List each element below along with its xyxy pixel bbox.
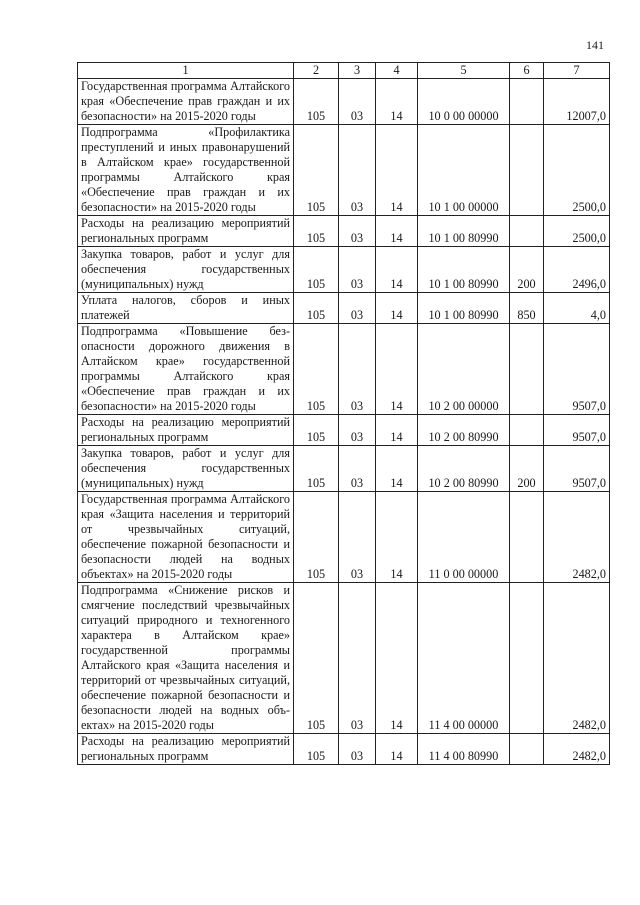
column-header: 5 <box>418 63 510 79</box>
row-admin-code-cell: 105 <box>294 446 339 492</box>
row-subsection-cell: 14 <box>376 125 418 216</box>
row-section-cell: 03 <box>339 492 376 583</box>
table-row <box>78 79 610 125</box>
row-section-cell: 03 <box>339 415 376 446</box>
row-name-cell: Государственная программа Алтайского края «Защита населения и территорий от чрезвычайных ситуаций, обеспечение пожарной безопасности и безопасности людей на водных объектах» на 2015-2020 годы <box>78 492 294 583</box>
row-section-cell: 03 <box>339 583 376 734</box>
column-header: 1 <box>78 63 294 79</box>
table-row <box>78 492 610 583</box>
row-target-code-cell: 10 2 00 00000 <box>418 324 510 415</box>
row-name-cell: Закупка товаров, работ и услуг для обеспечения государственных (муниципальных) нужд <box>78 247 294 293</box>
table-row <box>78 446 610 492</box>
row-amount-cell: 2482,0 <box>544 583 610 734</box>
row-section-cell: 03 <box>339 734 376 765</box>
row-section-cell: 03 <box>339 293 376 324</box>
row-amount-cell: 2500,0 <box>544 125 610 216</box>
row-section-cell: 03 <box>339 79 376 125</box>
row-amount-cell: 4,0 <box>544 293 610 324</box>
row-expense-type-cell: 200 <box>510 446 544 492</box>
row-name-cell: Государственная программа Алтайского края «Обеспечение прав граждан и их безопасности» на 2015-2020 годы <box>78 79 294 125</box>
row-expense-type-cell <box>510 734 544 765</box>
column-header: 2 <box>294 63 339 79</box>
table-row <box>78 324 610 415</box>
row-expense-type-cell <box>510 415 544 446</box>
row-expense-type-cell: 200 <box>510 247 544 293</box>
table-row <box>78 216 610 247</box>
row-expense-type-cell <box>510 492 544 583</box>
row-subsection-cell: 14 <box>376 734 418 765</box>
row-admin-code-cell: 105 <box>294 79 339 125</box>
row-target-code-cell: 10 1 00 00000 <box>418 125 510 216</box>
row-amount-cell: 9507,0 <box>544 446 610 492</box>
row-amount-cell: 2496,0 <box>544 247 610 293</box>
table-row <box>78 293 610 324</box>
page-number: 141 <box>586 38 604 52</box>
row-subsection-cell: 14 <box>376 79 418 125</box>
row-section-cell: 03 <box>339 324 376 415</box>
row-target-code-cell: 10 1 00 80990 <box>418 247 510 293</box>
row-subsection-cell: 14 <box>376 492 418 583</box>
row-admin-code-cell: 105 <box>294 216 339 247</box>
row-expense-type-cell <box>510 583 544 734</box>
table-header-row <box>78 63 610 79</box>
table-row <box>78 125 610 216</box>
row-expense-type-cell: 850 <box>510 293 544 324</box>
table-body <box>78 79 610 765</box>
row-name-cell: Подпрограмма «Снижение рисков и смягчение последствий чрезвычайных ситуаций природного и техногенного характера в Алтайском крае» государственной программы Алтайского края «Защита населения и территорий от чрезвычайных ситуаций, обеспечение пожарной безопасности и безопасности людей на водных объектах» на 2015-2020 годы <box>78 583 294 734</box>
row-expense-type-cell <box>510 216 544 247</box>
row-admin-code-cell: 105 <box>294 293 339 324</box>
row-amount-cell: 9507,0 <box>544 324 610 415</box>
row-admin-code-cell: 105 <box>294 583 339 734</box>
row-amount-cell: 2482,0 <box>544 734 610 765</box>
row-target-code-cell: 11 4 00 00000 <box>418 583 510 734</box>
row-subsection-cell: 14 <box>376 247 418 293</box>
row-subsection-cell: 14 <box>376 216 418 247</box>
row-name-cell: Закупка товаров, работ и услуг для обеспечения государственных (муниципальных) нужд <box>78 446 294 492</box>
row-target-code-cell: 11 0 00 00000 <box>418 492 510 583</box>
row-target-code-cell: 10 2 00 80990 <box>418 415 510 446</box>
column-header: 4 <box>376 63 418 79</box>
column-header: 6 <box>510 63 544 79</box>
row-admin-code-cell: 105 <box>294 125 339 216</box>
row-expense-type-cell <box>510 324 544 415</box>
table-row <box>78 734 610 765</box>
row-name-cell: Расходы на реализацию мероприятий региональных программ <box>78 415 294 446</box>
row-subsection-cell: 14 <box>376 415 418 446</box>
row-subsection-cell: 14 <box>376 583 418 734</box>
row-expense-type-cell <box>510 125 544 216</box>
row-section-cell: 03 <box>339 125 376 216</box>
row-target-code-cell: 10 1 00 80990 <box>418 293 510 324</box>
row-admin-code-cell: 105 <box>294 415 339 446</box>
table-row <box>78 247 610 293</box>
row-admin-code-cell: 105 <box>294 492 339 583</box>
row-name-cell: Уплата налогов, сборов и иных платежей <box>78 293 294 324</box>
row-admin-code-cell: 105 <box>294 324 339 415</box>
row-expense-type-cell <box>510 79 544 125</box>
row-admin-code-cell: 105 <box>294 247 339 293</box>
row-amount-cell: 2482,0 <box>544 492 610 583</box>
row-admin-code-cell: 105 <box>294 734 339 765</box>
row-section-cell: 03 <box>339 247 376 293</box>
row-name-cell: Расходы на реализацию мероприятий региональных программ <box>78 216 294 247</box>
row-amount-cell: 9507,0 <box>544 415 610 446</box>
table-row <box>78 415 610 446</box>
budget-table <box>77 62 610 765</box>
row-subsection-cell: 14 <box>376 324 418 415</box>
row-target-code-cell: 10 2 00 80990 <box>418 446 510 492</box>
row-amount-cell: 12007,0 <box>544 79 610 125</box>
row-target-code-cell: 10 1 00 80990 <box>418 216 510 247</box>
row-section-cell: 03 <box>339 446 376 492</box>
row-section-cell: 03 <box>339 216 376 247</box>
row-amount-cell: 2500,0 <box>544 216 610 247</box>
row-name-cell: Подпрограмма «Профилактика преступлений и иных правонарушений в Алтайском крае» государственной программы Алтайского края «Обеспечение прав граждан и их безопасности» на 2015-2020 годы <box>78 125 294 216</box>
table-row <box>78 583 610 734</box>
row-subsection-cell: 14 <box>376 446 418 492</box>
row-subsection-cell: 14 <box>376 293 418 324</box>
row-name-cell: Расходы на реализацию мероприятий региональных программ <box>78 734 294 765</box>
row-target-code-cell: 11 4 00 80990 <box>418 734 510 765</box>
column-header: 3 <box>339 63 376 79</box>
column-header: 7 <box>544 63 610 79</box>
row-name-cell: Подпрограмма «Повышение безопасности дорожного движения в Алтайском крае» государственной программы Алтайского края «Обеспечение прав граждан и их безопасности» на 2015-2020 годы <box>78 324 294 415</box>
row-target-code-cell: 10 0 00 00000 <box>418 79 510 125</box>
